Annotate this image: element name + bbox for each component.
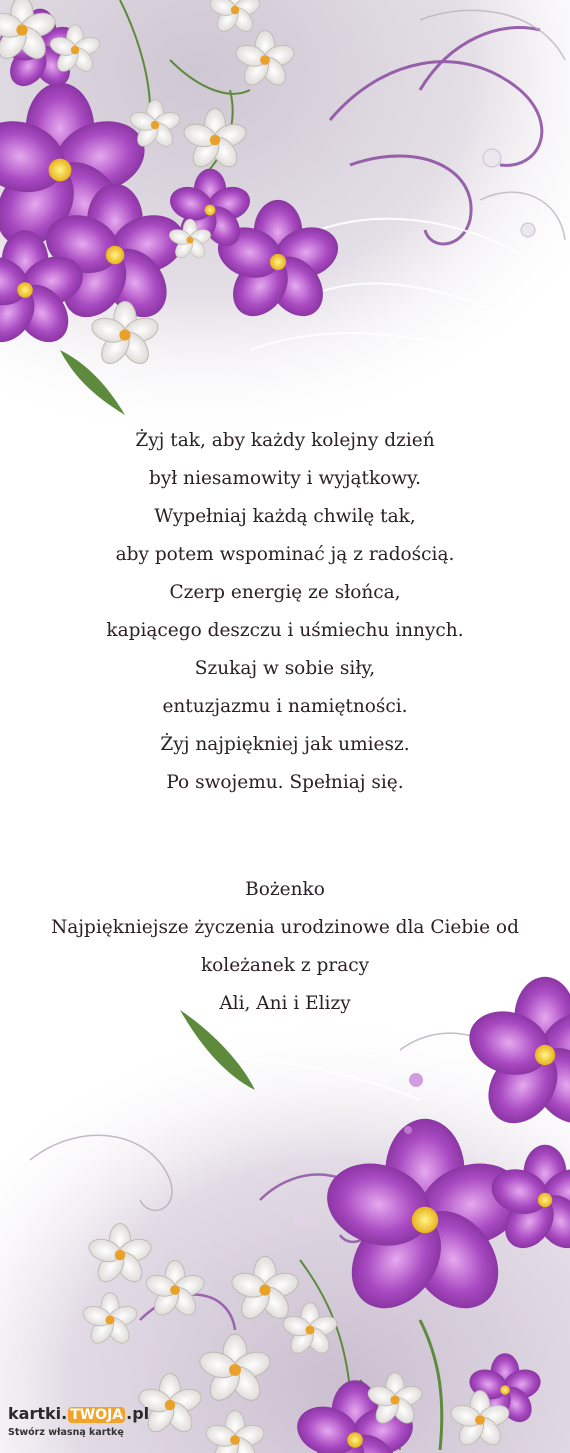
poem-line: Czerp energię ze słońca, [169,582,401,603]
logo-highlight: TWOJA [70,1407,124,1423]
poem-line: Po swojemu. Spełniaj się. [166,772,404,793]
kartki-logo[interactable] [6,1400,150,1450]
poem-line: aby potem wspominać ją z radością. [115,544,455,565]
poem-line: entuzjazmu i namiętności. [162,696,408,717]
logo-tagline: Stwórz własną kartkę [8,1427,124,1438]
poem [0,422,570,802]
birthday-wish [0,871,570,1023]
logo-wordmark [8,1404,149,1423]
poem-line: Żyj tak, aby każdy kolejny dzień [135,430,435,451]
poem-line: był niesamowity i wyjątkowy. [148,468,422,489]
poem-line: Wypełniaj każdą chwilę tak, [154,506,416,527]
poem-line: Szukaj w sobie siły, [194,658,376,679]
wish-line: koleżanek z pracy [200,955,370,976]
wish-line: Najpiękniejsze życzenia urodzinowe dla Ciebie od [51,917,519,938]
logo-suffix: .pl [126,1404,150,1423]
signature: Ali, Ani i Elizy [219,993,351,1014]
recipient-name: Bożenko [245,879,325,900]
poem-line: Żyj najpiękniej jak umiesz. [160,734,410,755]
poem-line: kapiącego deszczu i uśmiechu innych. [106,620,464,641]
logo-prefix: kartki. [8,1404,68,1423]
